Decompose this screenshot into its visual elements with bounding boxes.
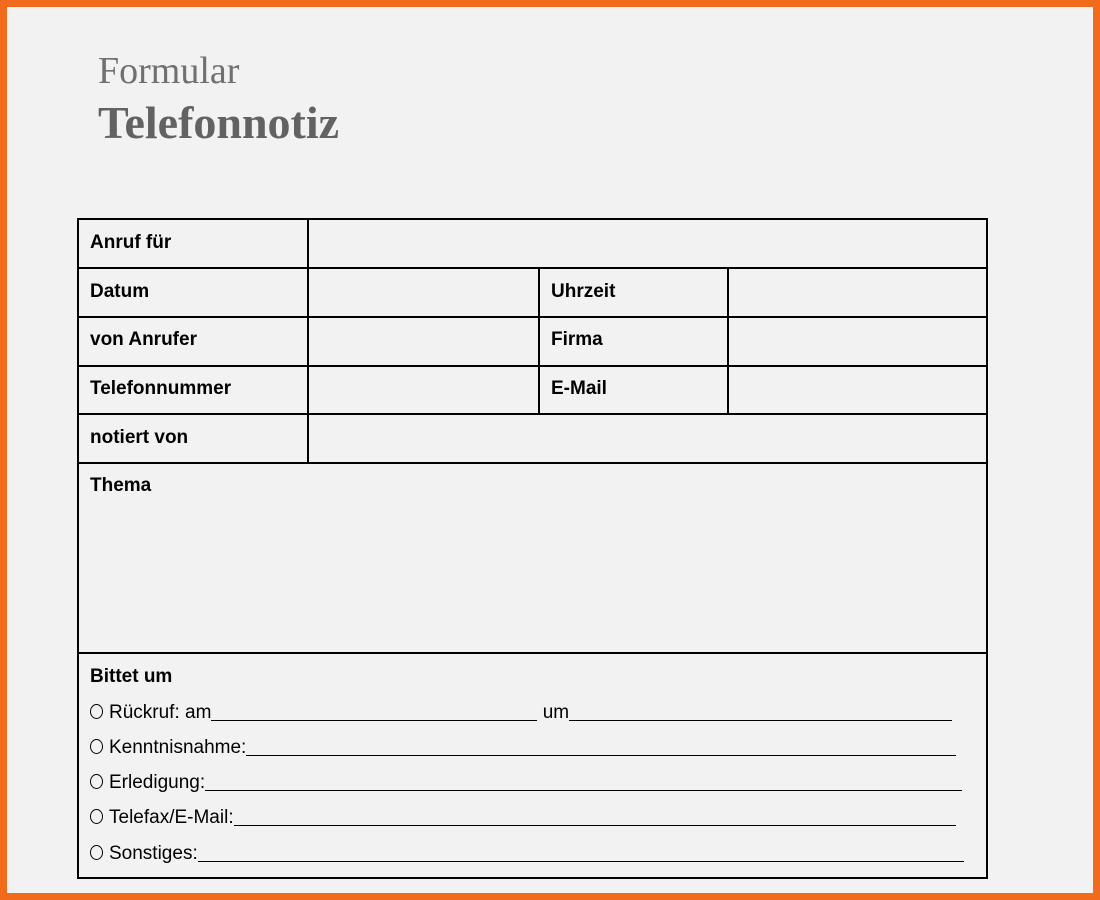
label-notiert-von: notiert von <box>90 427 189 448</box>
rueckruf-date-blank[interactable] <box>211 702 537 721</box>
option-sonstiges-label: Sonstiges: <box>109 843 198 864</box>
anruf-fuer-field[interactable] <box>309 220 986 267</box>
option-kenntnisnahme[interactable] <box>90 737 956 759</box>
label-firma: Firma <box>551 329 603 350</box>
option-um-label: um <box>542 702 570 723</box>
option-telefax[interactable] <box>90 807 956 829</box>
option-circle-icon[interactable] <box>90 704 103 719</box>
label-thema: Thema <box>90 475 152 496</box>
label-datum: Datum <box>90 281 150 302</box>
form-subtitle: Formular <box>98 50 240 92</box>
row-divider <box>79 462 986 464</box>
label-uhrzeit: Uhrzeit <box>551 281 616 302</box>
option-circle-icon[interactable] <box>90 809 103 824</box>
label-von-anrufer: von Anrufer <box>90 329 197 350</box>
label-telefonnummer: Telefonnummer <box>90 378 232 399</box>
von-anrufer-field[interactable] <box>309 318 538 365</box>
erledigung-blank[interactable] <box>205 772 962 791</box>
email-field[interactable] <box>729 367 986 413</box>
option-rueckruf[interactable] <box>90 702 952 724</box>
rueckruf-time-blank[interactable] <box>569 702 952 721</box>
option-erledigung[interactable] <box>90 772 962 794</box>
form-title: Telefonnotiz <box>98 97 340 148</box>
telefax-blank[interactable] <box>234 807 956 826</box>
firma-field[interactable] <box>729 318 986 365</box>
option-kenntnisnahme-label: Kenntnisnahme: <box>109 737 247 758</box>
datum-field[interactable] <box>309 269 538 316</box>
telefonnummer-field[interactable] <box>309 367 538 413</box>
row-divider <box>79 652 986 654</box>
notiert-von-field[interactable] <box>309 415 986 462</box>
label-bittet-um: Bittet um <box>90 666 173 687</box>
label-anruf-fuer: Anruf für <box>90 232 172 253</box>
option-telefax-label: Telefax/E-Mail: <box>109 807 234 828</box>
option-circle-icon[interactable] <box>90 845 103 860</box>
option-rueckruf-label: Rückruf: am <box>109 702 212 723</box>
sonstiges-blank[interactable] <box>198 843 964 862</box>
label-email: E-Mail <box>551 378 607 399</box>
thema-field[interactable] <box>79 502 986 652</box>
kenntnisnahme-blank[interactable] <box>246 737 956 756</box>
option-circle-icon[interactable] <box>90 774 103 789</box>
phone-note-form <box>77 218 988 879</box>
option-erledigung-label: Erledigung: <box>109 772 206 793</box>
option-sonstiges[interactable] <box>90 843 964 865</box>
option-circle-icon[interactable] <box>90 739 103 754</box>
uhrzeit-field[interactable] <box>729 269 986 316</box>
column-divider <box>538 267 540 413</box>
